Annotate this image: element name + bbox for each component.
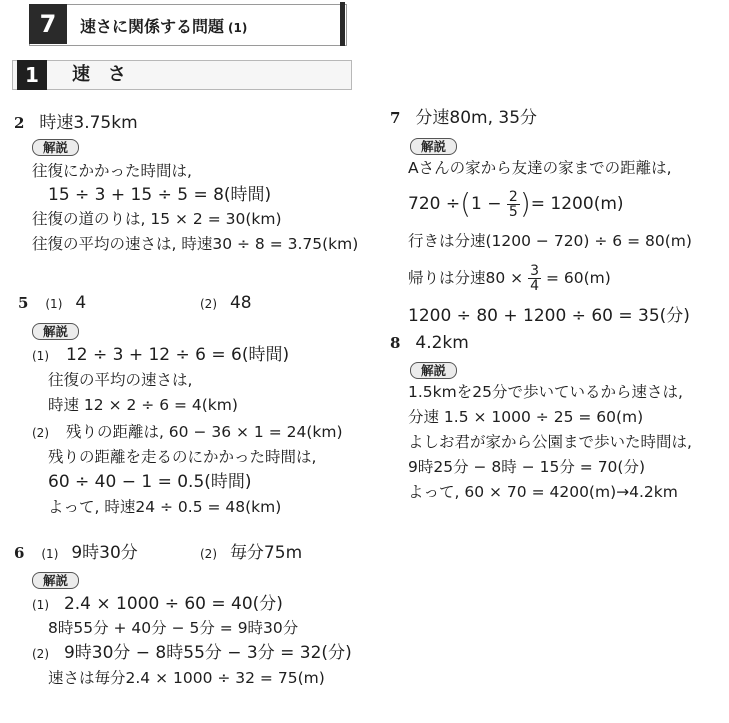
q6-sol1-label: (1) [32, 598, 49, 612]
q5-sol1-line-2: 往復の平均の速さは, [48, 371, 193, 389]
q5-sol2-line-4: よって, 時速24 ÷ 0.5 = 48(km) [48, 498, 282, 516]
q8-badge-label: 解説 [410, 362, 457, 379]
q7-line-2-inner: 1 − [471, 194, 502, 214]
q2-line-1: 往復にかかった時間は, [32, 162, 192, 180]
q2-line-2: 15 ÷ 3 + 15 ÷ 5 = 8(時間) [48, 185, 272, 205]
q8-answer-row [390, 332, 469, 354]
q8-line-4: 9時25分 − 8時 − 15分 = 70(分) [408, 458, 646, 476]
q8-number: 8 [390, 334, 401, 352]
fraction-3-4 [528, 264, 541, 293]
q7-answer-row [390, 107, 537, 129]
q7-line-5: 1200 ÷ 80 + 1200 ÷ 60 = 35(分) [408, 306, 690, 326]
q5-part2-answer: 48 [229, 293, 252, 313]
q8-explanation-badge [410, 360, 457, 379]
fraction-denominator: 4 [530, 278, 539, 294]
q6-part1-label: (1) [41, 547, 59, 561]
q7-answer: 分速80m, 35分 [415, 108, 538, 128]
q8-line-1: 1.5kmを25分で歩いているから速さは, [408, 383, 683, 401]
section-title: 速 さ [72, 64, 126, 85]
q6-sol2-line-1: 9時30分 − 8時55分 − 3分 = 32(分) [63, 643, 352, 663]
q7-line-2-post: = 1200(m) [530, 194, 624, 214]
q6-badge-label: 解説 [32, 572, 79, 589]
q2-answer-row [14, 112, 138, 134]
q5-sol1-line-1: 12 ÷ 3 + 12 ÷ 6 = 6(時間) [65, 345, 290, 365]
q7-explanation-badge [410, 136, 457, 155]
q5-part1-label: (1) [45, 297, 63, 311]
q6-part2-answer: 毎分75m [229, 543, 303, 563]
q7-line-4-pre: 帰りは分速80 × [408, 269, 524, 287]
q5-sol2-line-3: 60 ÷ 40 − 1 = 0.5(時間) [48, 472, 252, 492]
q7-line-2-pre: 720 ÷ [408, 194, 461, 214]
q7-line-4 [408, 258, 611, 298]
q5-explanation-badge [32, 321, 79, 340]
q2-line-3: 往復の道のりは, 15 × 2 = 30(km) [32, 210, 282, 228]
q5-sol1-line-3: 時速 12 × 2 ÷ 6 = 4(km) [48, 396, 238, 414]
chapter-part: (1) [228, 21, 248, 35]
q5-sol1-label: (1) [32, 349, 49, 363]
q8-answer: 4.2km [415, 333, 469, 353]
q6-number: 6 [14, 544, 25, 562]
fraction-denominator: 5 [508, 203, 518, 220]
q5-answer-row [18, 292, 86, 315]
q6-sol1-line-2: 8時55分 + 40分 − 5分 = 9時30分 [48, 619, 299, 637]
q6-sol2-line-2: 速さは毎分2.4 × 1000 ÷ 32 = 75(m) [48, 669, 325, 687]
q2-badge-label: 解説 [32, 139, 79, 156]
left-paren: ( [460, 187, 472, 220]
fraction-2-5 [507, 190, 520, 219]
q7-line-4-post: = 60(m) [545, 269, 611, 287]
q5-sol2-line-1: 残りの距離は, 60 − 36 × 1 = 24(km) [65, 423, 343, 441]
q7-line-3: 行きは分速(1200 − 720) ÷ 6 = 80(m) [408, 232, 692, 250]
q5-sol1-row [32, 344, 289, 367]
chapter-number: 7 [29, 4, 67, 44]
fraction-numerator: 2 [508, 188, 518, 205]
q6-sol2-label: (2) [32, 647, 49, 661]
q6-sol1-line-1: 2.4 × 1000 ÷ 60 = 40(分) [63, 594, 283, 614]
fraction-numerator: 3 [530, 263, 539, 279]
q8-line-2: 分速 1.5 × 1000 ÷ 25 = 60(m) [408, 408, 644, 426]
q6-part2-label: (2) [200, 547, 217, 561]
chapter-header-bar [340, 2, 345, 46]
section-header-box [12, 60, 352, 90]
q5-sol2-row [32, 421, 343, 444]
q8-line-5: よって, 60 × 70 = 4200(m)→4.2km [408, 483, 678, 501]
q7-line-2 [408, 184, 624, 224]
q6-explanation-badge [32, 570, 79, 589]
q6-part1-answer: 9時30分 [71, 543, 138, 563]
q8-line-3: よしお君が家から公園まで歩いた時間は, [408, 433, 692, 451]
section-number: 1 [17, 60, 47, 90]
q7-number: 7 [390, 109, 401, 127]
q6-sol2-row [32, 642, 352, 665]
q6-part2-row [200, 542, 302, 565]
q5-sol2-label: (2) [32, 426, 49, 440]
q7-badge-label: 解説 [410, 138, 457, 155]
q6-answer-row [14, 542, 138, 565]
q5-part2-label: (2) [200, 297, 217, 311]
q5-number: 5 [18, 294, 29, 312]
q2-answer: 時速3.75km [39, 113, 138, 133]
right-paren: ) [519, 187, 531, 220]
q5-part1-answer: 4 [75, 293, 87, 313]
q5-part2-row [200, 292, 252, 315]
q7-line-1: Aさんの家から友達の家までの距離は, [408, 159, 672, 177]
q2-number: 2 [14, 114, 25, 132]
q6-sol1-row [32, 593, 283, 616]
q5-badge-label: 解説 [32, 323, 79, 340]
chapter-title [80, 14, 247, 37]
q2-line-4: 往復の平均の速さは, 時速30 ÷ 8 = 3.75(km) [32, 235, 359, 253]
chapter-title-text: 速さに関係する問題 [80, 17, 225, 36]
q5-sol2-line-2: 残りの距離を走るのにかかった時間は, [48, 448, 317, 466]
q2-explanation-badge [32, 137, 79, 156]
